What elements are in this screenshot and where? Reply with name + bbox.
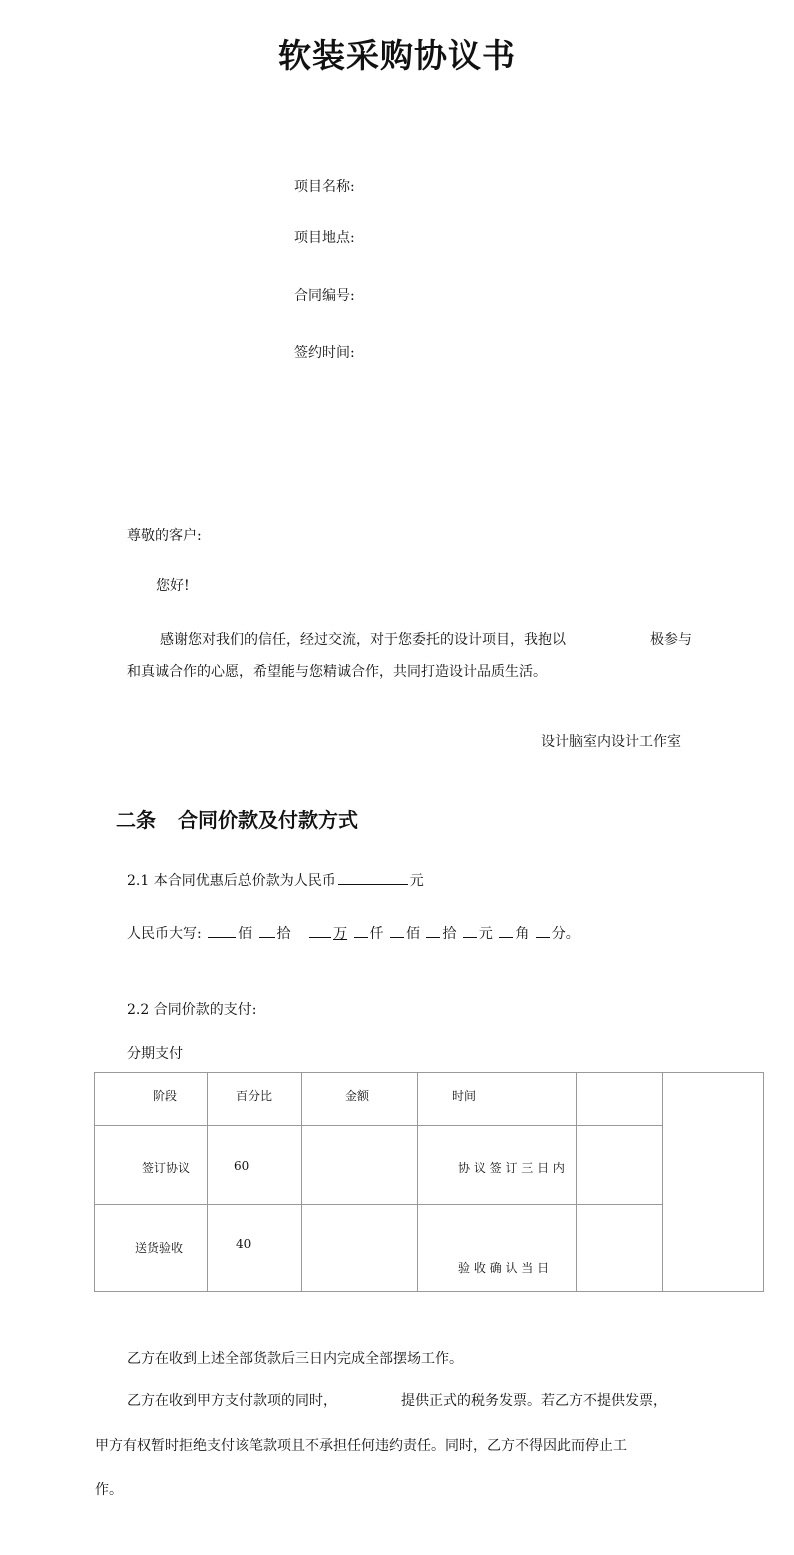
total-price-prefix: 2.1 本合同优惠后总价款为人民币 <box>127 873 336 889</box>
empty-cell <box>577 1126 663 1205</box>
letter-line-2: 和真诚合作的心愿，希望能与您精诚合作，共同打造设计品质生活。 <box>127 664 547 680</box>
header-percent: 百分比 <box>236 1089 273 1103</box>
table-cell[interactable] <box>302 1126 418 1205</box>
header-stage: 阶段 <box>153 1089 178 1103</box>
letter-signature: 设计脑室内设计工作室 <box>541 734 681 750</box>
blank-fen[interactable] <box>536 923 550 938</box>
merged-empty-cell <box>663 1073 764 1292</box>
section-number: 二条 <box>116 808 156 832</box>
blank-hundreds-wan[interactable] <box>208 923 236 938</box>
blank-bai[interactable] <box>390 923 404 938</box>
row-stage: 签订协议 <box>142 1161 191 1175</box>
blank-shi[interactable] <box>426 923 440 938</box>
sign-time-label: 签约时间: <box>294 345 355 361</box>
unit-bai-2: 佰 <box>405 926 420 942</box>
installment-label: 分期支付 <box>127 1046 183 1062</box>
greeting: 您好! <box>156 578 190 594</box>
row-time: 验 收 确 认 当 日 <box>458 1261 550 1275</box>
empty-cell <box>577 1205 663 1292</box>
total-price-line <box>127 870 424 890</box>
total-price-blank[interactable] <box>338 870 408 885</box>
letter-line-1a: 感谢您对我们的信任，经过交流，对于您委托的设计项目，我抱以 <box>160 632 566 648</box>
table-cell <box>418 1126 577 1205</box>
letter-line-1b: 极参与 <box>650 632 692 648</box>
salutation: 尊敬的客户: <box>127 528 202 544</box>
header-time: 时间 <box>452 1089 477 1103</box>
header-cell <box>418 1073 577 1126</box>
row-percent: 60 <box>234 1159 250 1173</box>
header-cell <box>208 1073 302 1126</box>
payment-label: 2.2 合同价款的支付: <box>127 1002 257 1018</box>
note-paragraph-2b: 提供正式的税务发票。若乙方不提供发票， <box>401 1393 667 1409</box>
row-percent: 40 <box>236 1237 252 1251</box>
unit-bai-1: 佰 <box>238 926 253 942</box>
total-price-suffix: 元 <box>409 873 424 889</box>
project-name-label: 项目名称: <box>294 179 355 195</box>
unit-fen: 分。 <box>551 926 580 942</box>
table-cell[interactable] <box>302 1205 418 1292</box>
project-location-label: 项目地点: <box>294 230 355 246</box>
contract-number-label: 合同编号: <box>294 288 355 304</box>
header-cell <box>95 1073 208 1126</box>
table-cell <box>208 1205 302 1292</box>
table-cell <box>95 1126 208 1205</box>
price-in-words-label: 人民币大写: <box>127 926 202 942</box>
blank-qian[interactable] <box>354 923 368 938</box>
note-paragraph-2a: 乙方在收到甲方支付款项的同时， <box>127 1393 337 1409</box>
unit-yuan: 元 <box>478 926 493 942</box>
header-cell <box>302 1073 418 1126</box>
unit-jiao: 角 <box>515 926 530 942</box>
section-heading <box>116 804 358 833</box>
unit-shi-1: 拾 <box>276 926 291 942</box>
table-cell <box>418 1205 577 1292</box>
note-paragraph-2d: 作。 <box>95 1482 123 1498</box>
unit-qian: 仟 <box>369 926 384 942</box>
header-amount: 金额 <box>345 1089 370 1103</box>
note-paragraph-2c: 甲方有权暂时拒绝支付该笔款项且不承担任何违约责任。同时，乙方不得因此而停止工 <box>95 1438 627 1454</box>
table-header-row <box>95 1073 764 1126</box>
table-cell <box>95 1205 208 1292</box>
table-cell <box>208 1126 302 1205</box>
row-time: 协 议 签 订 三 日 内 <box>458 1161 565 1175</box>
blank-yuan[interactable] <box>463 923 477 938</box>
note-paragraph-1: 乙方在收到上述全部货款后三日内完成全部摆场工作。 <box>127 1351 463 1367</box>
blank-wan[interactable] <box>309 923 331 938</box>
section-title: 合同价款及付款方式 <box>178 808 358 832</box>
document-title: 软装采购协议书 <box>278 36 516 75</box>
blank-jiao[interactable] <box>499 923 513 938</box>
unit-wan: 万 <box>333 926 348 942</box>
empty-cell <box>577 1073 663 1126</box>
price-in-words-line <box>127 923 580 943</box>
row-stage: 送货验收 <box>135 1241 184 1255</box>
blank-tens-wan[interactable] <box>259 923 275 938</box>
payment-table <box>94 1072 764 1292</box>
unit-shi-2: 拾 <box>442 926 457 942</box>
